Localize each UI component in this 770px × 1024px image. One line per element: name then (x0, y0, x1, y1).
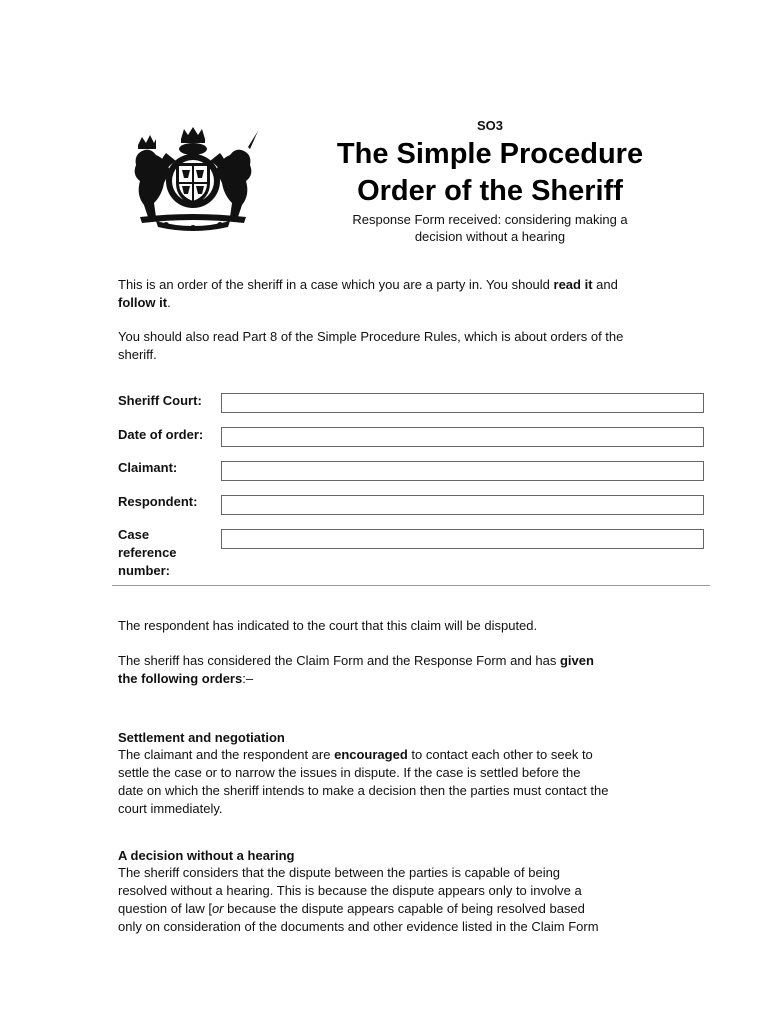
claimant-label: Claimant: (118, 460, 178, 475)
decision-heading: A decision without a hearing (118, 848, 295, 863)
royal-coat-of-arms-icon (126, 125, 260, 233)
settlement-paragraph (118, 746, 678, 818)
intro-text: This is an order of the sheriff in a case which you are a party in. You should (118, 277, 554, 292)
orders-text: :– (242, 671, 254, 686)
decision-text: question of law [ (118, 901, 212, 916)
date-of-order-field[interactable] (221, 427, 704, 447)
title-line-1: The Simple Procedure (336, 138, 644, 170)
settlement-heading: Settlement and negotiation (118, 730, 285, 745)
date-of-order-label: Date of order: (118, 427, 204, 442)
settlement-text: court immediately. (118, 801, 223, 816)
subtitle-line-2: decision without a hearing (414, 229, 566, 244)
orders-paragraph (118, 652, 678, 688)
sheriff-court-field[interactable] (221, 393, 704, 413)
decision-paragraph (118, 864, 678, 936)
decision-text: only on consideration of the documents and other evidence listed in the Claim Form (118, 919, 599, 934)
orders-emphasis: the following orders (118, 671, 243, 686)
intro-paragraph-1 (118, 276, 678, 312)
intro-text: You should also read Part 8 of the Simple Procedure Rules, which is about orders of the (118, 329, 624, 344)
decision-text: because the dispute appears capable of being resolved based (223, 901, 585, 916)
decision-italic: or (211, 901, 224, 916)
orders-emphasis: given (559, 653, 594, 668)
intro-emphasis-follow: follow it (118, 295, 168, 310)
intro-text: . (167, 295, 171, 310)
intro-emphasis-read: read it (553, 277, 593, 292)
disputed-paragraph: The respondent has indicated to the court that this claim will be disputed. (118, 618, 538, 633)
form-code: SO3 (476, 118, 503, 133)
case-reference-field[interactable] (221, 529, 704, 549)
orders-text: The sheriff has considered the Claim Form and the Response Form and has (118, 653, 560, 668)
subtitle-line-1: Response Form received: considering making a (352, 212, 628, 227)
decision-text: The sheriff considers that the dispute between the parties is capable of being (118, 865, 561, 880)
settlement-text: date on which the sheriff intends to make a decision then the parties must contact the (118, 783, 609, 798)
claimant-field[interactable] (221, 461, 704, 481)
page-title (320, 136, 660, 210)
intro-paragraph-2 (118, 328, 678, 364)
sheriff-court-label: Sheriff Court: (118, 393, 202, 408)
divider (112, 585, 710, 586)
respondent-field[interactable] (221, 495, 704, 515)
settlement-text: settle the case or to narrow the issues in dispute. If the case is settled before the (118, 765, 581, 780)
case-reference-label-line: Case (118, 527, 150, 542)
page-subtitle (320, 211, 660, 245)
settlement-text: to contact each other to seek to (407, 747, 593, 762)
settlement-emphasis: encouraged (334, 747, 408, 762)
title-line-2: Order of the Sheriff (357, 175, 623, 207)
decision-text: resolved without a hearing. This is because the dispute appears only to involve a (118, 883, 582, 898)
case-reference-label (118, 526, 177, 580)
respondent-label: Respondent: (118, 494, 198, 509)
case-reference-label-line: number: (118, 563, 170, 578)
intro-text: sheriff. (118, 347, 157, 362)
case-reference-label-line: reference (118, 545, 177, 560)
settlement-text: The claimant and the respondent are (118, 747, 335, 762)
intro-text: and (592, 277, 618, 292)
